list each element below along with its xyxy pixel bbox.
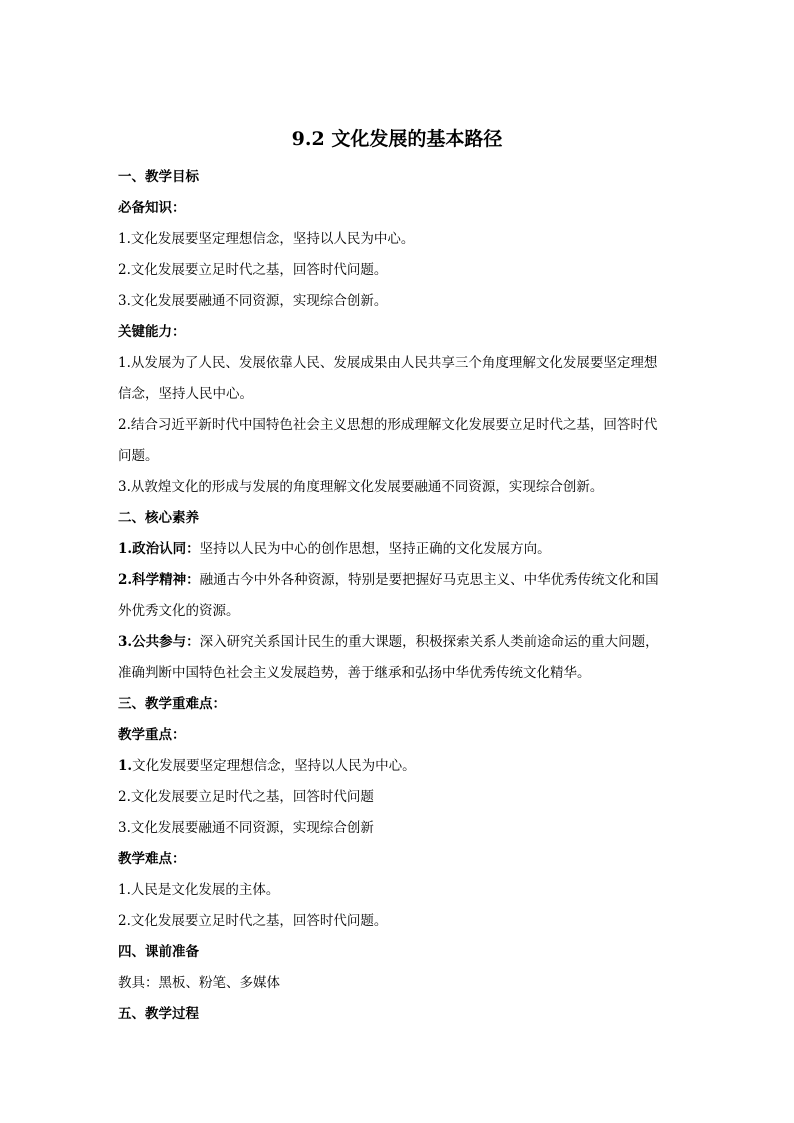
line-text: 1.从发展为了人民、发展依靠人民、发展成果由人民共享三个角度理解文化发展要坚定理想 (118, 355, 658, 371)
line-text: 外优秀文化的资源。 (118, 603, 240, 619)
line-text: 融通古今中外各种资源，特别是要把握好马克思主义、中华优秀传统文化和国 (199, 572, 659, 588)
document-line (118, 317, 678, 348)
document-line (118, 348, 678, 379)
document-line (118, 782, 678, 813)
document-line (118, 658, 678, 689)
line-text: 必备知识： (118, 200, 186, 216)
line-text: 2.文化发展要立足时代之基，回答时代问题。 (118, 262, 388, 278)
document-line (118, 534, 678, 565)
document-line (118, 813, 678, 844)
document-line (118, 720, 678, 751)
line-text: 教学重点： (118, 727, 186, 743)
line-text: 三、教学重难点： (118, 696, 226, 712)
document-line (118, 224, 678, 255)
line-text: 问题。 (118, 448, 159, 464)
document-line (118, 193, 678, 224)
line-lead: 1.政治认同： (118, 541, 200, 557)
document-line (118, 503, 678, 534)
document-line (118, 844, 678, 875)
document-line (118, 627, 678, 658)
line-text: 信念，坚持人民中心。 (118, 386, 253, 402)
document-line (118, 968, 678, 999)
line-lead: 3.公共参与： (118, 634, 200, 650)
line-text: 关键能力： (118, 324, 186, 340)
line-text: 2.文化发展要立足时代之基，回答时代问题 (118, 789, 374, 805)
line-text: 一、教学目标 (118, 169, 199, 185)
line-text: 五、教学过程 (118, 1006, 199, 1022)
line-text: 3.文化发展要融通不同资源，实现综合创新 (118, 820, 374, 836)
document-line (118, 937, 678, 968)
line-lead: 2.科学精神： (118, 572, 200, 588)
document-line (118, 162, 678, 193)
document-body (118, 162, 678, 1030)
line-text: 四、课前准备 (118, 944, 199, 960)
line-text: 文化发展要坚定理想信念，坚持以人民为中心。 (132, 758, 416, 774)
line-text: 1.文化发展要坚定理想信念，坚持以人民为中心。 (118, 231, 415, 247)
document-line (118, 410, 678, 441)
document-line (118, 596, 678, 627)
line-text: 准确判断中国特色社会主义发展趋势，善于继承和弘扬中华优秀传统文化精华。 (118, 665, 591, 681)
document-line (118, 565, 678, 596)
line-text: 2.文化发展要立足时代之基，回答时代问题。 (118, 913, 388, 929)
line-lead: 1. (118, 758, 133, 774)
line-text: 教学难点： (118, 851, 186, 867)
document-line (118, 875, 678, 906)
document-line (118, 255, 678, 286)
document-line (118, 472, 678, 503)
line-text: 3.从敦煌文化的形成与发展的角度理解文化发展要融通不同资源，实现综合创新。 (118, 479, 604, 495)
line-text: 1.人民是文化发展的主体。 (118, 882, 280, 898)
document-line (118, 441, 678, 472)
document-line (118, 906, 678, 937)
line-text: 教具：黑板、粉笔、多媒体 (118, 975, 280, 991)
line-text: 3.文化发展要融通不同资源，实现综合创新。 (118, 293, 388, 309)
document-line (118, 286, 678, 317)
document-line (118, 751, 678, 782)
line-text: 坚持以人民为中心的创作思想，坚持正确的文化发展方向。 (199, 541, 551, 557)
line-text: 二、核心素养 (118, 510, 199, 526)
document-line (118, 999, 678, 1030)
document-title: 9.2 文化发展的基本路径 (291, 128, 503, 150)
line-text: 2.结合习近平新时代中国特色社会主义思想的形成理解文化发展要立足时代之基，回答时代 (118, 417, 658, 433)
document-line (118, 689, 678, 720)
document-line (118, 379, 678, 410)
line-text: 深入研究关系国计民生的重大课题，积极探索关系人类前途命运的重大问题， (199, 634, 659, 650)
